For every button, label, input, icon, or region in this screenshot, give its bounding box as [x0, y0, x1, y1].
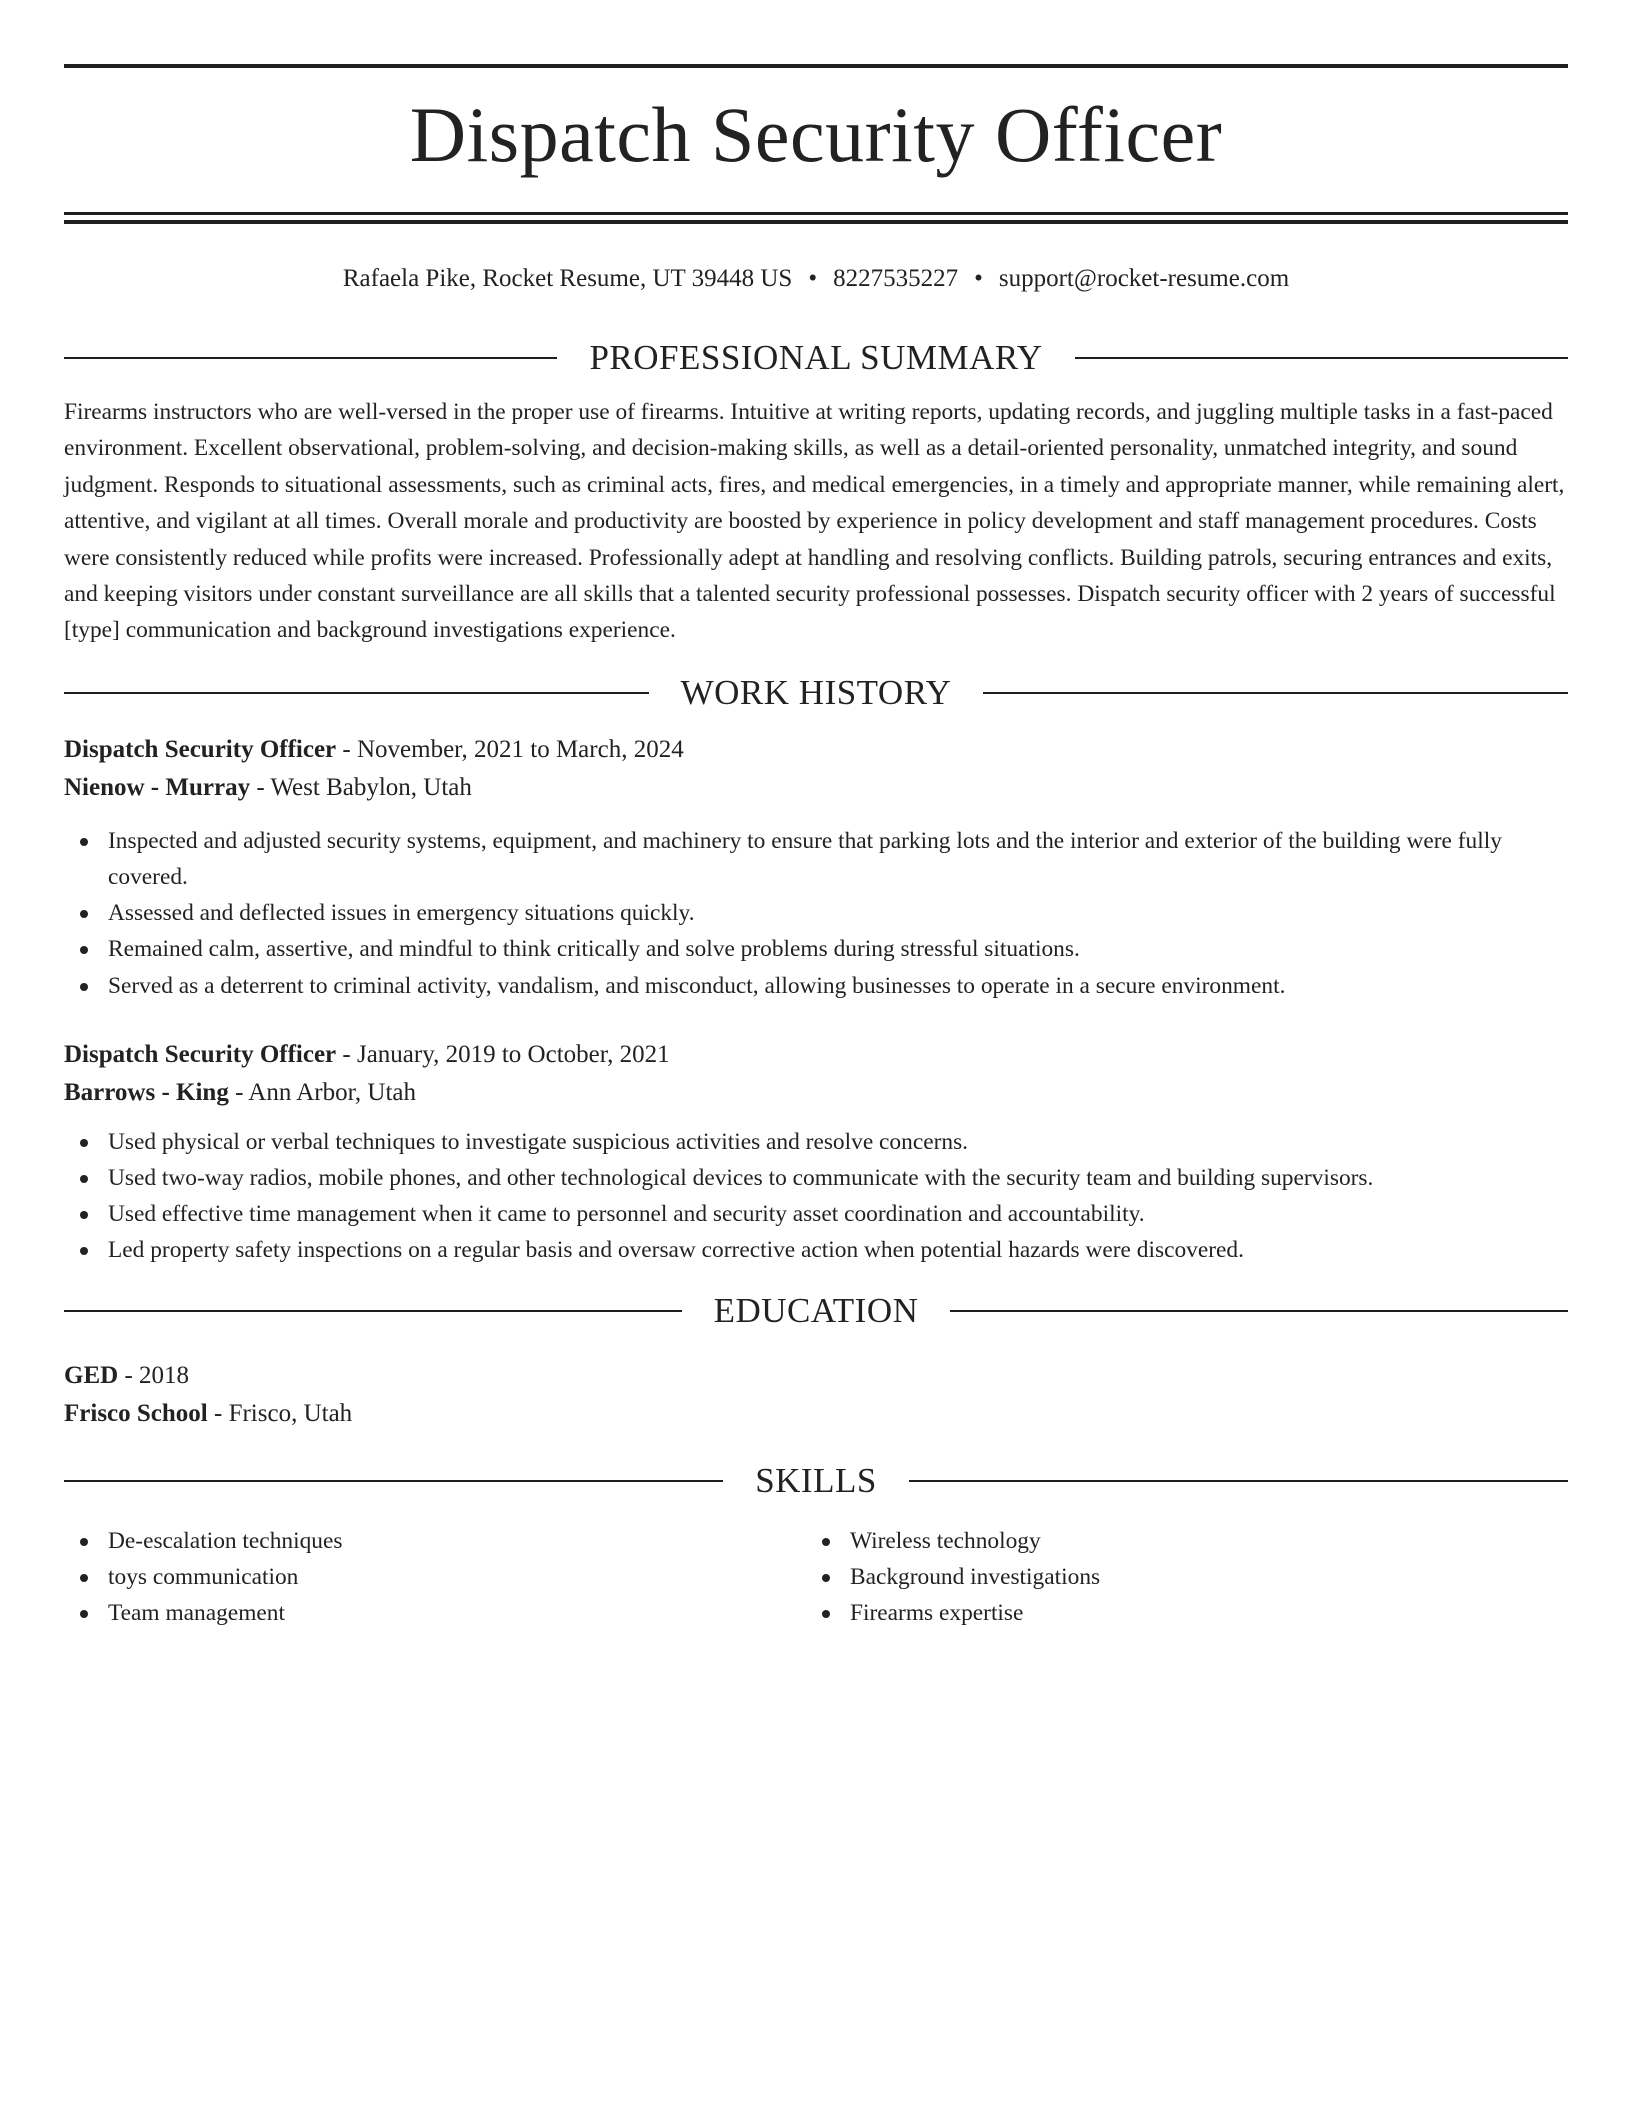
heading-rule-right	[950, 1310, 1568, 1312]
contact-email: support@rocket-resume.com	[998, 265, 1290, 292]
resume-title: Dispatch Security Officer	[409, 91, 1223, 178]
section-title: PROFESSIONAL SUMMARY	[589, 338, 1043, 377]
heading-rule-left	[64, 692, 649, 694]
job-dates: - January, 2019 to October, 2021	[336, 1040, 670, 1068]
job-bullet: Served as a deterrent to criminal activity, vandalism, and misconduct, allowing businesses to operate in a secure environment.	[64, 968, 1568, 1004]
skills-column-right	[806, 1523, 1548, 1632]
job-bullet: Assessed and deflected issues in emergency situations quickly.	[64, 895, 1568, 931]
education-year: - 2018	[118, 1361, 190, 1389]
job-location: - West Babylon, Utah	[250, 773, 472, 801]
resume-page	[64, 64, 1568, 1631]
education-location: - Frisco, Utah	[207, 1399, 353, 1427]
education-degree: GED	[64, 1361, 119, 1389]
heading-rule-left	[64, 1480, 723, 1482]
top-rule	[64, 64, 1568, 68]
job-bullet: Used physical or verbal techniques to investigate suspicious activities and resolve concerns.	[64, 1124, 1568, 1160]
section-heading-skills	[64, 1459, 1568, 1503]
heading-rule-right	[983, 692, 1568, 694]
contact-line	[64, 262, 1568, 296]
education-school: Frisco School	[64, 1399, 208, 1427]
heading-rule-right	[1075, 357, 1568, 359]
skill-item: Team management	[64, 1595, 806, 1631]
job-bullet: Remained calm, assertive, and mindful to think critically and solve problems during stressful situations.	[64, 931, 1568, 967]
job-bullet: Inspected and adjusted security systems, equipment, and machinery to ensure that parking lots and the interior and exterior of the building were fully covered.	[64, 823, 1568, 895]
contact-phone: 8227535227	[833, 265, 959, 292]
job-title: Dispatch Security Officer	[64, 1040, 337, 1068]
section-heading-work	[64, 671, 1568, 715]
skills-grid	[64, 1523, 1568, 1632]
heading-rule-left	[64, 357, 557, 359]
skill-item: De-escalation techniques	[64, 1523, 806, 1559]
section-title: WORK HISTORY	[680, 672, 952, 712]
contact-separator: •	[808, 265, 818, 292]
job-bullets	[64, 823, 1568, 1004]
section-title: EDUCATION	[713, 1290, 919, 1330]
job-dates: - November, 2021 to March, 2024	[336, 735, 684, 763]
section-heading-summary	[64, 336, 1568, 380]
heading-rule-right	[909, 1480, 1568, 1482]
job-bullets	[64, 1124, 1568, 1269]
job-company-line	[64, 769, 1568, 807]
job-bullet: Used effective time management when it came to personnel and security asset coordination and accountability.	[64, 1196, 1568, 1232]
contact-address: Rafaela Pike, Rocket Resume, UT 39448 US	[342, 265, 793, 292]
title-double-rule	[64, 212, 1568, 224]
heading-rule-left	[64, 1310, 682, 1312]
education-school-line	[64, 1395, 1568, 1433]
section-heading-education	[64, 1289, 1568, 1333]
job-location: - Ann Arbor, Utah	[228, 1078, 416, 1106]
job-company-line	[64, 1074, 1568, 1112]
skill-item: Wireless technology	[806, 1523, 1548, 1559]
job-title-line	[64, 731, 1568, 769]
contact-separator: •	[974, 265, 983, 292]
job-bullet: Used two-way radios, mobile phones, and other technological devices to communicate with the security team and building supervisors.	[64, 1160, 1568, 1196]
job-entry	[64, 731, 1568, 1004]
skill-item: Background investigations	[806, 1559, 1548, 1595]
job-entry	[64, 1036, 1568, 1269]
job-title: Dispatch Security Officer	[64, 735, 337, 763]
skills-column-left	[64, 1523, 806, 1632]
job-company: Barrows - King	[64, 1078, 229, 1106]
section-title: SKILLS	[755, 1460, 877, 1500]
job-bullet: Led property safety inspections on a regular basis and oversaw corrective action when potential hazards were discovered.	[64, 1232, 1568, 1268]
education-degree-line	[64, 1357, 1568, 1395]
summary-paragraph: Firearms instructors who are well-versed in the proper use of firearms. Intuitive at writing reports, updating records, and juggling multiple tasks in a fast-paced environment. Excellent observational, problem-solving, and decision-making skills, as well as a detail-oriented personality, unmatched integrity, and sound judgment. Responds to situational assessments, such as criminal acts, fires, and medical emergencies, in a timely and appropriate manner, while remaining alert, attentive, and vigilant at all times. Overall morale and productivity are boosted by experience in policy development and staff management procedures. Costs were consistently reduced while profits were increased. Professionally adept at handling and resolving conflicts. Building patrols, securing entrances and exits, and keeping visitors under constant surveillance are all skills that a talented security professional possesses. Dispatch security officer with 2 years of successful [type] communication and background investigations experience.	[64, 399, 1565, 644]
job-company: Nienow - Murray	[64, 773, 251, 801]
job-title-line	[64, 1036, 1568, 1074]
education-entry	[64, 1357, 1568, 1433]
skill-item: toys communication	[64, 1559, 806, 1595]
skill-item: Firearms expertise	[806, 1595, 1548, 1631]
